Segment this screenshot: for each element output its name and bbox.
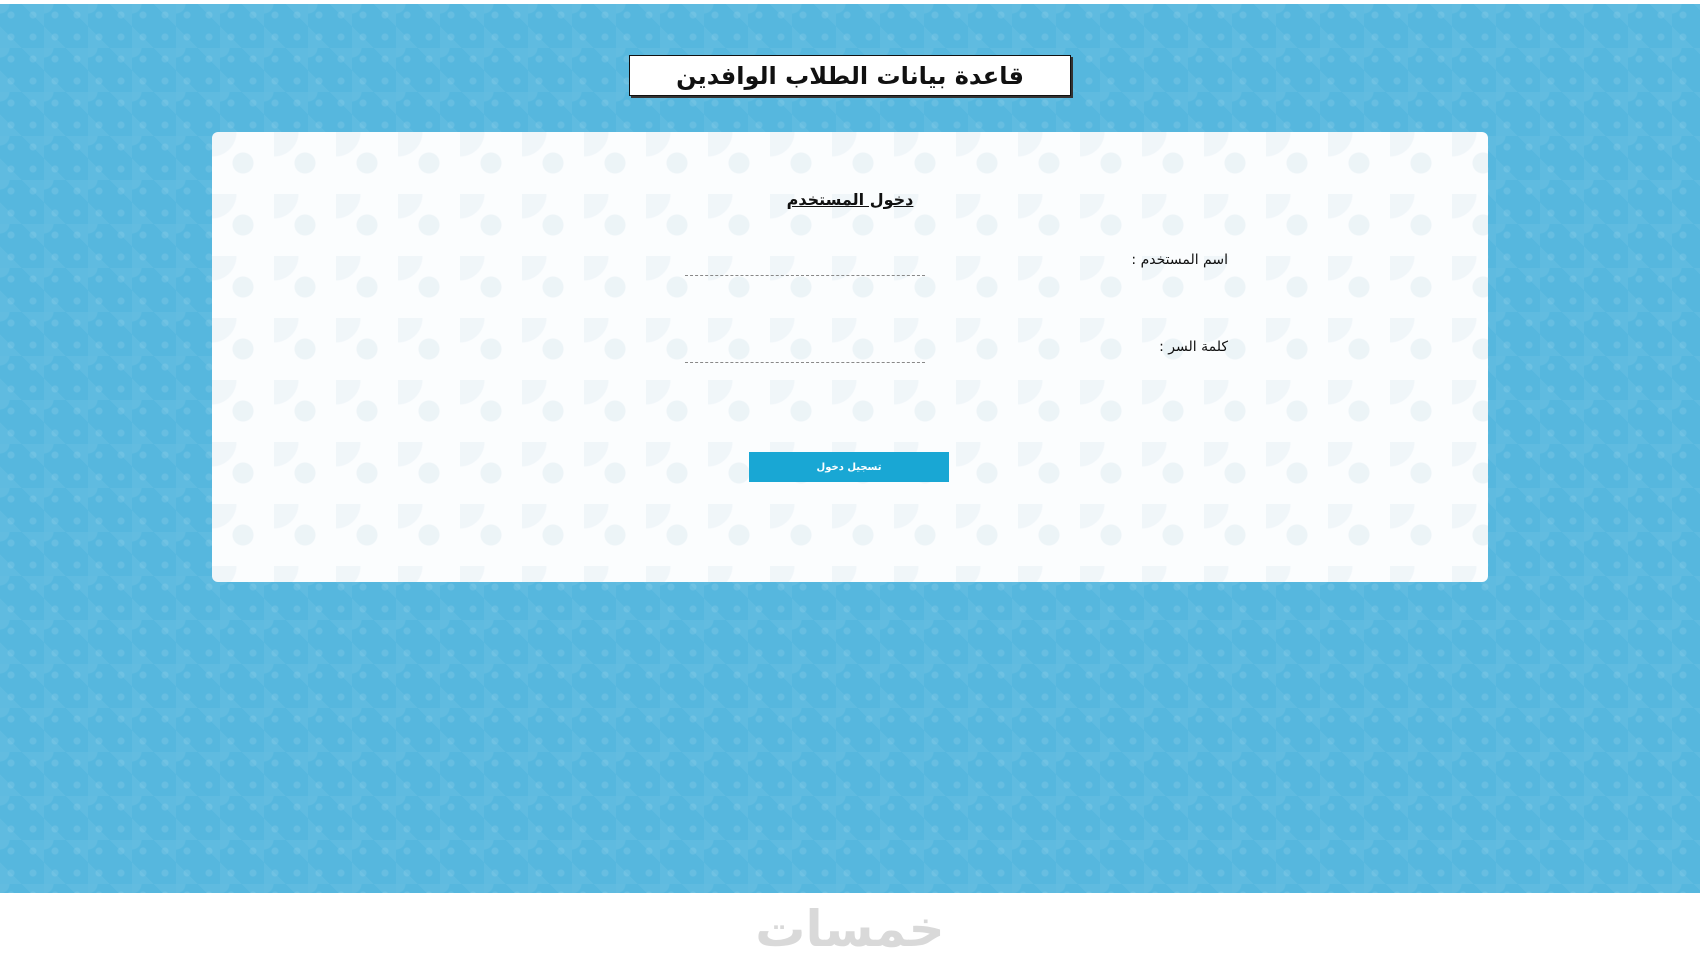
password-input[interactable] <box>685 337 925 363</box>
page-title: قاعدة بيانات الطلاب الوافدين <box>629 55 1071 96</box>
login-panel <box>212 132 1488 582</box>
login-heading: دخول المستخدم <box>786 190 914 209</box>
login-button[interactable]: تسجيل دخول <box>749 452 949 482</box>
password-label: كلمة السر : <box>1159 339 1228 355</box>
username-row <box>212 252 1488 292</box>
username-label: اسم المستخدم : <box>1131 252 1228 268</box>
watermark-logo: خمسات <box>755 900 945 958</box>
password-row <box>212 339 1488 379</box>
page-background <box>0 4 1700 893</box>
username-input[interactable] <box>685 250 925 276</box>
